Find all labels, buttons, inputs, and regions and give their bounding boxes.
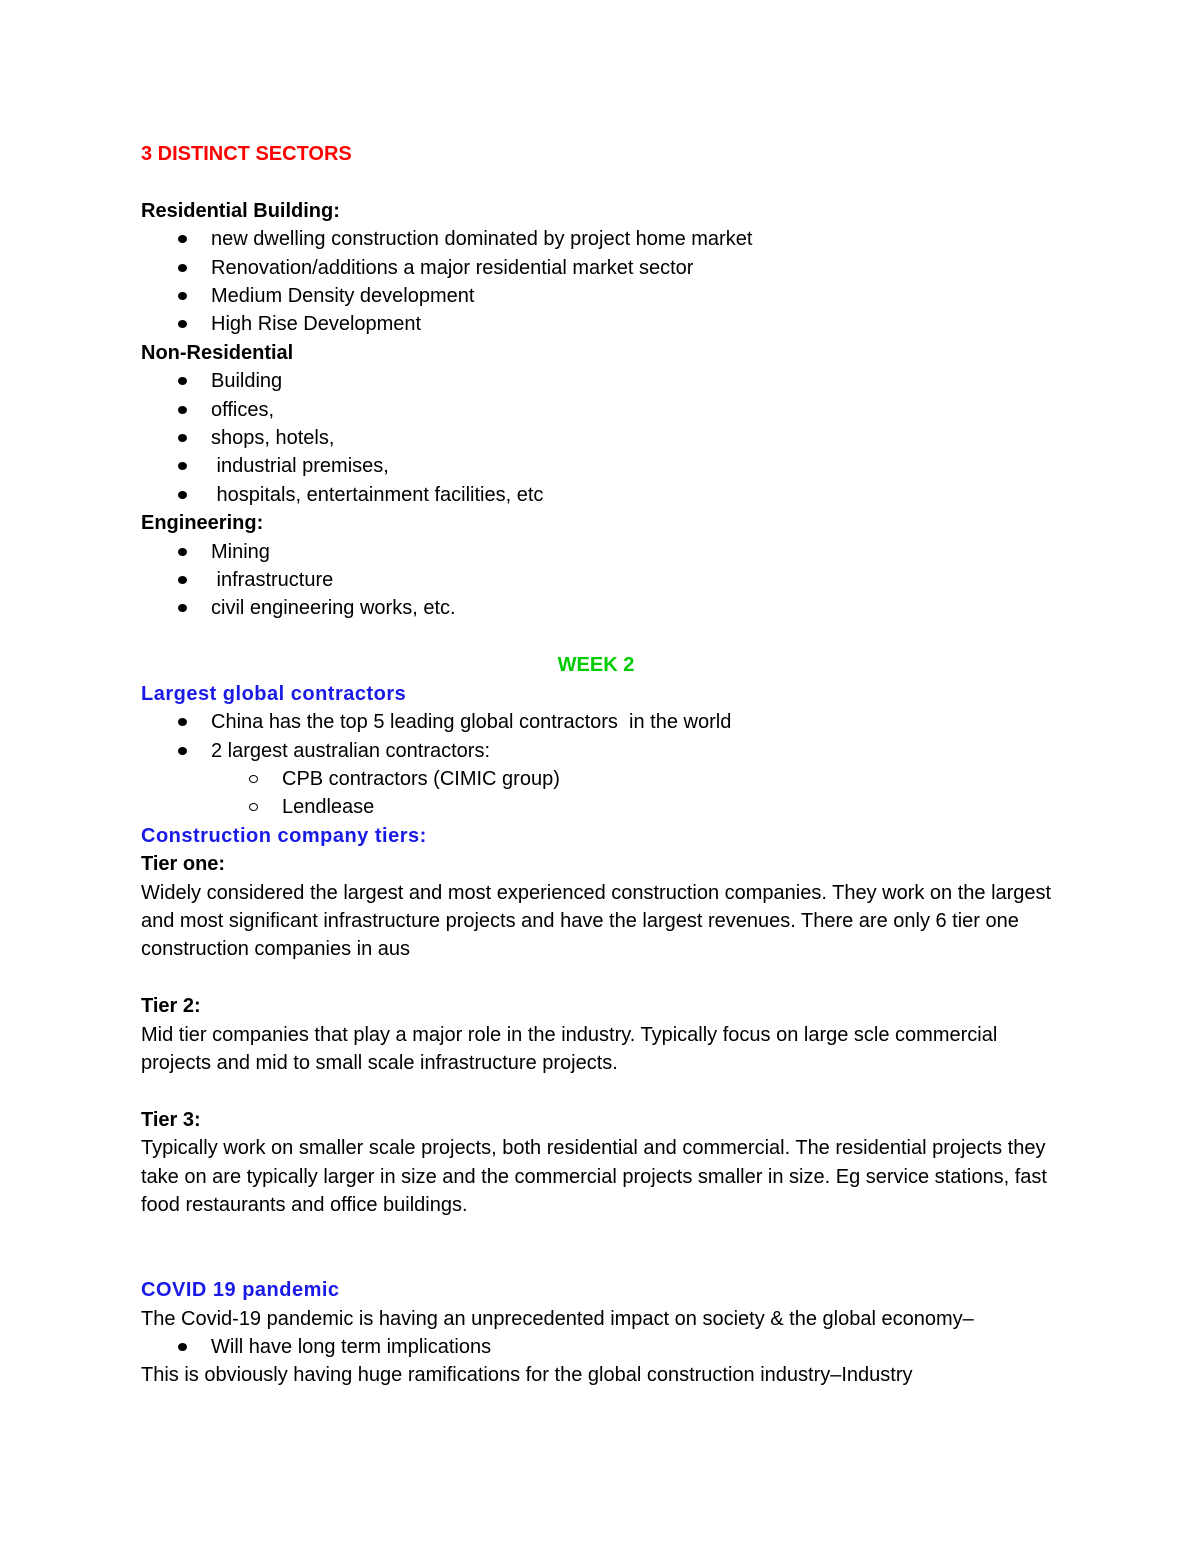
list-item: Lendlease: [141, 793, 1061, 821]
list-item: Building: [141, 367, 1061, 395]
tier-two-text: Mid tier companies that play a major role in the industry. Typically focus on large scle commercial projects and mid to small scale infrastructure projects.: [141, 1023, 998, 1074]
bullet-icon: [178, 604, 187, 612]
spacer: [141, 1248, 1061, 1276]
list-item: offices,: [141, 396, 1061, 424]
covid-heading: COVID 19 pandemic: [141, 1279, 340, 1302]
tier-three-text: Typically work on smaller scale projects, both residential and commercial. The residential projects they take on are typically larger in size and the commercial projects smaller in size. Eg service stations, fast food restaurants and office buildings.: [141, 1137, 1047, 1216]
contractors-heading: Largest global contractors: [141, 682, 407, 705]
circle-bullet-icon: [249, 775, 258, 783]
list-item: 2 largest australian contractors:: [141, 737, 1061, 765]
spacer: [141, 623, 1061, 651]
non-residential-list: [141, 367, 1061, 509]
non-residential-heading: Non-Residential: [141, 341, 294, 364]
bullet-icon: [178, 747, 187, 755]
list-item: High Rise Development: [141, 310, 1061, 338]
list-item: China has the top 5 leading global contractors in the world: [141, 708, 1061, 736]
spacer: [141, 964, 1061, 992]
page-title: 3 DISTINCT SECTORS: [141, 143, 352, 165]
list-item: industrial premises,: [141, 452, 1061, 480]
list-item: CPB contractors (CIMIC group): [141, 765, 1061, 793]
list-item: civil engineering works, etc.: [141, 594, 1061, 622]
bullet-icon: [178, 377, 187, 385]
list-item: Will have long term implications: [141, 1333, 1061, 1361]
bullet-icon: [178, 292, 187, 300]
document-content: [141, 140, 1061, 1390]
bullet-icon: [178, 320, 187, 328]
contractors-list: [141, 708, 1061, 765]
spacer: [141, 168, 1061, 196]
list-item: Medium Density development: [141, 282, 1061, 310]
tiers-heading: Construction company tiers:: [141, 824, 427, 847]
tier-two-heading: Tier 2:: [141, 995, 201, 1018]
list-item: Mining: [141, 538, 1061, 566]
spacer: [141, 1219, 1061, 1247]
engineering-list: [141, 538, 1061, 623]
bullet-icon: [178, 1343, 187, 1351]
engineering-heading: Engineering:: [141, 512, 264, 535]
list-item: hospitals, entertainment facilities, etc: [141, 481, 1061, 509]
circle-bullet-icon: [249, 803, 258, 811]
list-item: infrastructure: [141, 566, 1061, 594]
bullet-icon: [178, 406, 187, 414]
residential-heading: Residential Building:: [141, 199, 340, 222]
covid-list: [141, 1333, 1061, 1361]
week-label: WEEK 2: [557, 654, 635, 677]
bullet-icon: [178, 718, 187, 726]
tier-one-heading: Tier one:: [141, 853, 226, 876]
bullet-icon: [178, 235, 187, 243]
spacer: [141, 1077, 1061, 1105]
list-item: new dwelling construction dominated by project home market: [141, 225, 1061, 253]
residential-list: [141, 225, 1061, 339]
bullet-icon: [178, 434, 187, 442]
covid-closing: This is obviously having huge ramifications for the global construction industry–Industry: [141, 1364, 913, 1387]
list-item: shops, hotels,: [141, 424, 1061, 452]
tier-three-heading: Tier 3:: [141, 1108, 201, 1131]
covid-intro: The Covid-19 pandemic is having an unprecedented impact on society & the global economy–: [141, 1307, 974, 1330]
bullet-icon: [178, 264, 187, 272]
bullet-icon: [178, 548, 187, 556]
bullet-icon: [178, 462, 187, 470]
list-item: Renovation/additions a major residential market sector: [141, 254, 1061, 282]
bullet-icon: [178, 576, 187, 584]
tier-one-text: Widely considered the largest and most experienced construction companies. They work on the largest and most significant infrastructure projects and have the largest revenues. There are only 6 tier one construction companies in aus: [141, 881, 1052, 961]
contractors-sublist: [141, 765, 1061, 822]
bullet-icon: [178, 491, 187, 499]
